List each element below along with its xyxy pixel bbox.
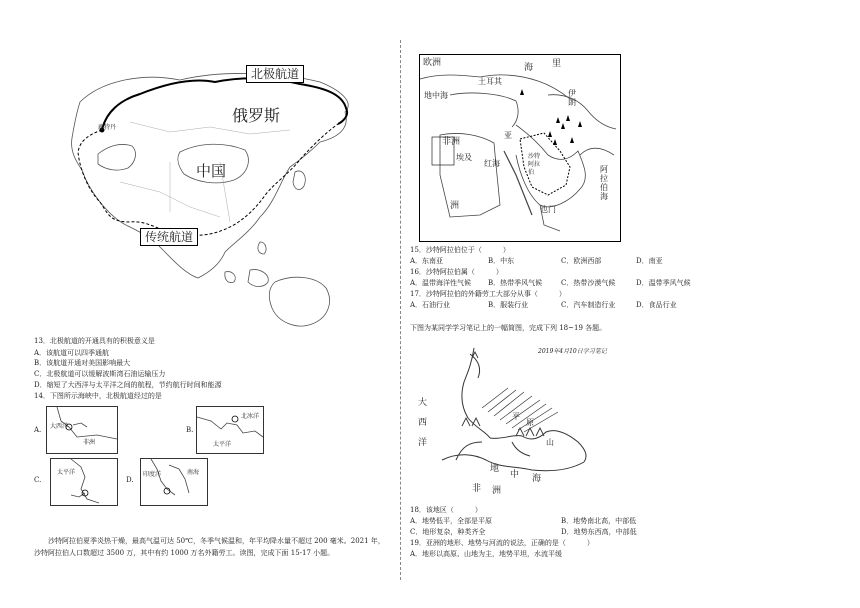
q14-option-c-letter[interactable]: C.: [34, 476, 42, 484]
q14-b-sea: 北冰洋: [241, 413, 260, 420]
q13-option-d[interactable]: D．缩短了大西洋与太平洋之间的航程，节约航行时间和能源: [34, 381, 222, 389]
sketch-sea-1: 地: [490, 464, 500, 474]
q15-option-d[interactable]: D．南亚: [636, 257, 663, 265]
map2-arabian-sea: 阿拉伯海: [600, 165, 608, 201]
map2-red-sea: 红海: [484, 159, 500, 168]
q18-stem: 18．该地区（ ）: [410, 506, 482, 514]
map2-sea: 海: [524, 63, 534, 73]
sketch-africa-2: 洲: [492, 486, 502, 496]
sketch-atlantic-1: 大: [418, 398, 428, 408]
arctic-route-line: [102, 78, 347, 130]
arctic-route-map: [20, 42, 390, 334]
q16-option-a[interactable]: A．温带海洋性气候: [410, 279, 472, 287]
q18-option-d[interactable]: D．地势东西高，中部低: [561, 528, 637, 536]
sketch-africa-1: 非: [472, 484, 482, 494]
q14-option-b-map[interactable]: [196, 406, 264, 454]
q16-stem: 16．沙特阿拉伯属（ ）: [410, 268, 503, 276]
q15-option-a[interactable]: A．东南亚: [410, 257, 444, 265]
sketch-atlantic-3: 洋: [418, 438, 428, 448]
map2-li: 里: [552, 59, 562, 69]
sketch-mountain: 山: [546, 438, 554, 447]
map2-europe: 欧洲: [423, 58, 442, 68]
q16-option-d[interactable]: D．温带季风气候: [636, 279, 691, 287]
traditional-route-label: 传统航道: [140, 228, 198, 246]
sketch-plain-1: 平: [512, 412, 520, 421]
q17-stem: 17．沙特阿拉伯的外籍劳工大部分从事（ ）: [410, 290, 566, 298]
q14-b-ocean: 太平洋: [213, 441, 232, 448]
study-note-sketch: [412, 342, 608, 500]
q14-d-ocean: 印度洋: [143, 471, 162, 478]
arctic-route-label: 北极航道: [246, 65, 304, 83]
q13-option-a[interactable]: A．该航道可以四季通航: [34, 349, 110, 357]
map2-egypt: 埃及: [456, 153, 472, 162]
q18-option-c[interactable]: C．地形复杂，种类齐全: [410, 528, 486, 536]
q15-stem: 15．沙特阿拉伯位于（ ）: [410, 246, 510, 254]
passage-line-1: 沙特阿拉伯夏季炎热干燥，最高气温可达 50℃，冬季气候温和，年平均降水量不超过 200 毫米。2021 年，: [48, 537, 385, 545]
q14-option-d-letter[interactable]: D.: [126, 476, 134, 484]
q17-option-d[interactable]: D．食品行业: [636, 301, 677, 309]
q14-option-d-map[interactable]: [140, 458, 208, 506]
q14-a-ocean: 大西洋: [50, 423, 69, 430]
map2-saudi: 沙特阿拉伯: [528, 153, 541, 176]
q16-option-b[interactable]: B．热带季风气候: [488, 279, 543, 287]
rotterdam-label: 鹿特丹: [98, 124, 117, 131]
q13-stem: 13．北极航道的开通具有的积极意义是: [34, 337, 155, 345]
q14-option-a-letter[interactable]: A.: [34, 426, 42, 434]
map2-mediterranean: 地中海: [424, 91, 448, 100]
q14-c-ocean: 太平洋: [57, 469, 76, 476]
q18-option-a[interactable]: A．地势低平，全部是平原: [410, 517, 493, 525]
q14-stem: 14．下图所示海峡中，北极航道经过的是: [34, 392, 162, 400]
sketch-atlantic-2: 西: [418, 418, 428, 428]
middle-east-map: [419, 54, 621, 242]
q18-option-b[interactable]: B．地势南北高，中部低: [561, 517, 637, 525]
map2-turkey: 土耳其: [478, 77, 502, 86]
russia-label: 俄罗斯: [232, 106, 281, 125]
q17-option-b[interactable]: B．服装行业: [488, 301, 529, 309]
q19-stem: 19．亚洲的地形、地势与河流的说法，正确的是（ ）: [410, 539, 594, 547]
q14-option-c-map[interactable]: [50, 458, 118, 506]
q13-option-c[interactable]: C．北极航道可以缓解波斯湾石油运输压力: [34, 370, 166, 378]
q15-option-c[interactable]: C．欧洲西部: [561, 257, 602, 265]
passage-line-2: 沙特阿拉伯人口数超过 3500 万，其中有约 1000 万名外籍劳工。读图，完成下面 15-17 小题。: [34, 549, 335, 557]
q15-option-b[interactable]: B．中东: [488, 257, 515, 265]
q19-option-a[interactable]: A．地形以高原、山地为主，地势平坦，水流平缓: [410, 550, 563, 558]
map2-iran: 伊朗: [568, 89, 576, 107]
sketch-note-title: 2019年4月10日学习笔记: [538, 348, 607, 355]
map2-continent: 洲: [450, 201, 460, 211]
q13-option-b[interactable]: B．该航道开通对美国影响最大: [34, 359, 131, 367]
map2-asia: 亚: [504, 131, 512, 140]
q14-a-land: 非洲: [83, 439, 96, 446]
china-label: 中国: [196, 162, 227, 180]
map2-yemen: 也门: [540, 205, 556, 214]
sketch-sea-2: 中: [510, 470, 520, 480]
sketch-sea-3: 海: [532, 474, 542, 484]
q16-option-c[interactable]: C．热带沙漠气候: [561, 279, 616, 287]
map2-africa: 非洲: [442, 137, 461, 147]
q17-option-a[interactable]: A．石油行业: [410, 301, 451, 309]
middle-east-map-graphic: [420, 55, 620, 241]
q14-d-sea: 南海: [187, 469, 200, 476]
q17-option-c[interactable]: C．汽车制造行业: [561, 301, 616, 309]
sketch-plain-2: 原: [526, 418, 534, 427]
q14-option-b-letter[interactable]: B.: [186, 426, 194, 434]
arctic-map-graphic: [20, 42, 390, 334]
q14-option-a-map[interactable]: [46, 406, 118, 454]
q18-19-intro: 下图为某同学学习笔记上的一幅简图，完成下列 18~19 各题。: [410, 324, 607, 332]
column-divider: [400, 40, 401, 580]
